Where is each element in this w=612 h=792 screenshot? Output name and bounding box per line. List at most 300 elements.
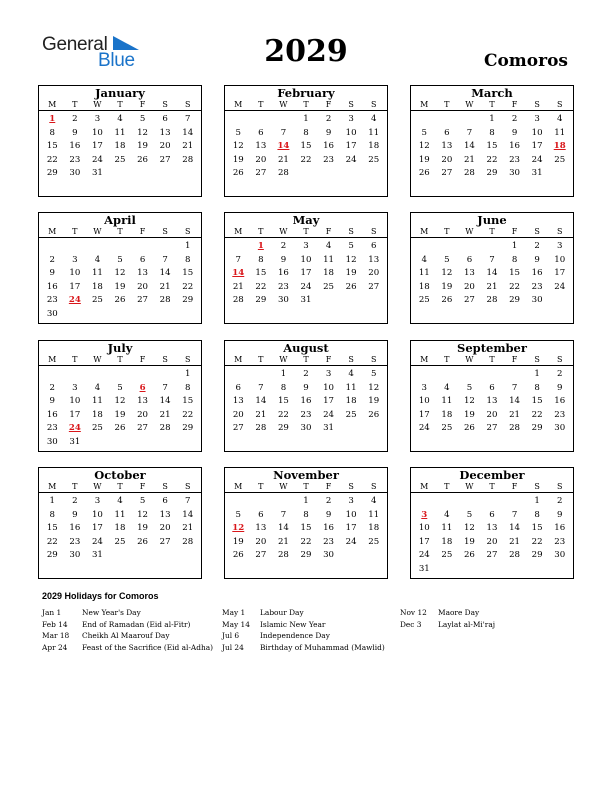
holiday-day: 12 (232, 523, 245, 534)
day: 27 (137, 423, 149, 434)
day: 28 (509, 550, 521, 561)
day: 5 (235, 509, 242, 520)
weekday-label: T (444, 100, 450, 109)
day: 23 (277, 281, 289, 292)
weekday-label: S (534, 227, 540, 236)
day: 19 (137, 141, 149, 152)
day: 25 (441, 423, 453, 434)
day: 22 (300, 536, 312, 547)
day: 14 (486, 268, 498, 279)
day: 19 (114, 409, 126, 420)
day: 2 (49, 382, 56, 393)
day: 4 (370, 114, 377, 124)
day: 8 (489, 127, 495, 138)
day: 10 (345, 509, 357, 520)
holidays-title: 2029 Holidays for Comoros (42, 591, 159, 601)
day: 25 (323, 281, 335, 292)
day: 9 (72, 509, 78, 520)
weekday-label: T (489, 355, 495, 364)
weekday-label: T (303, 355, 309, 364)
day: 20 (159, 141, 171, 152)
day: 26 (232, 550, 244, 561)
day: 30 (509, 168, 521, 179)
day: 24 (418, 423, 430, 434)
day: 22 (509, 281, 521, 292)
empty-day (250, 113, 273, 127)
weekday-header (411, 482, 573, 493)
day: 14 (463, 141, 475, 152)
day: 3 (94, 496, 101, 506)
day: 10 (69, 268, 81, 279)
day: 31 (300, 295, 312, 306)
day: 30 (69, 550, 81, 561)
day: 21 (232, 281, 244, 292)
weekday-label: W (465, 100, 474, 109)
weekday-label: T (444, 482, 450, 491)
weekday-label: S (184, 100, 191, 109)
holiday-day: 14 (232, 268, 245, 279)
day: 25 (345, 409, 357, 420)
day: 30 (323, 550, 335, 561)
day: 13 (486, 523, 498, 534)
day: 3 (94, 114, 101, 124)
day: 4 (117, 496, 123, 506)
day: 13 (232, 396, 244, 407)
day-grid (39, 111, 201, 181)
weekday-label: T (117, 100, 123, 109)
months-grid (38, 85, 575, 581)
holidays-column (42, 607, 213, 653)
month-title: January (95, 86, 145, 100)
day: 16 (69, 523, 81, 534)
day: 31 (531, 168, 543, 179)
day: 6 (258, 509, 264, 520)
day: 19 (232, 154, 244, 165)
weekday-label: W (279, 355, 288, 364)
day: 12 (114, 268, 126, 279)
day: 23 (46, 295, 58, 306)
weekday-header (411, 100, 573, 111)
weekday-label: S (348, 482, 354, 491)
holiday-name: Laylat al-Mi'raj (438, 619, 496, 629)
day: 2 (280, 241, 287, 251)
day: 26 (137, 536, 149, 547)
day: 24 (554, 281, 566, 292)
day: 20 (368, 268, 380, 279)
day: 29 (300, 550, 312, 561)
empty-day (250, 368, 273, 382)
day: 8 (49, 509, 56, 520)
weekday-label: S (556, 355, 563, 364)
day: 11 (114, 127, 126, 138)
empty-day (436, 240, 459, 254)
day: 26 (114, 295, 126, 306)
weekday-label: T (258, 482, 264, 491)
holiday-date: May 1 (222, 608, 246, 617)
day: 2 (511, 114, 518, 124)
day: 30 (531, 295, 543, 306)
day: 22 (182, 409, 194, 420)
day: 15 (300, 141, 312, 152)
day: 20 (255, 536, 267, 547)
day: 3 (72, 382, 78, 393)
empty-day (227, 495, 250, 509)
day: 26 (418, 168, 430, 179)
weekday-label: M (420, 482, 429, 491)
empty-day (481, 368, 504, 382)
day: 12 (418, 141, 430, 152)
day: 31 (91, 168, 103, 179)
empty-day (154, 368, 177, 382)
day: 15 (46, 523, 58, 534)
day: 8 (511, 254, 518, 265)
day: 27 (232, 423, 244, 434)
day: 10 (554, 254, 566, 265)
day: 23 (69, 536, 81, 547)
day: 1 (534, 369, 540, 379)
holiday-name: Birthday of Muhammad (Mawlid) (260, 642, 385, 652)
day-grid (225, 366, 387, 436)
holiday-day: 3 (421, 509, 428, 520)
day: 30 (46, 308, 58, 319)
day: 23 (69, 154, 81, 165)
day: 16 (323, 523, 335, 534)
day: 4 (348, 369, 354, 379)
empty-day (109, 368, 132, 382)
weekday-label: M (48, 100, 57, 109)
day: 26 (114, 423, 126, 434)
day: 8 (258, 254, 264, 265)
empty-day (154, 240, 177, 254)
empty-day (131, 240, 154, 254)
month-october (38, 467, 202, 579)
day: 29 (46, 168, 58, 179)
day: 9 (556, 382, 563, 393)
day: 29 (182, 295, 194, 306)
weekday-label: W (279, 227, 288, 236)
day: 29 (46, 550, 58, 561)
day: 14 (509, 396, 521, 407)
day: 30 (554, 550, 566, 561)
day: 17 (91, 523, 103, 534)
day: 13 (441, 141, 453, 152)
day: 13 (137, 396, 149, 407)
empty-day (227, 240, 250, 254)
weekday-label: F (511, 227, 518, 236)
day: 6 (370, 241, 377, 251)
day: 26 (463, 423, 475, 434)
month-january (38, 85, 202, 197)
page-title-year: 2029 (264, 34, 348, 69)
weekday-label: T (489, 482, 495, 491)
day: 24 (91, 154, 103, 165)
day: 18 (441, 409, 453, 420)
day: 3 (325, 369, 332, 379)
weekday-label: S (162, 355, 168, 364)
empty-day (250, 495, 273, 509)
holiday-day: 24 (68, 295, 81, 306)
day: 5 (466, 382, 473, 393)
day: 17 (91, 141, 103, 152)
day: 9 (49, 396, 56, 407)
day: 16 (554, 396, 566, 407)
day: 28 (277, 550, 289, 561)
day: 8 (280, 382, 287, 393)
day: 17 (418, 536, 430, 547)
day: 4 (421, 254, 428, 265)
day: 23 (46, 423, 58, 434)
day: 6 (489, 509, 495, 520)
day: 22 (531, 409, 543, 420)
weekday-label: T (72, 355, 78, 364)
day: 15 (46, 141, 58, 152)
day: 1 (511, 241, 518, 251)
weekday-label: S (534, 100, 540, 109)
day: 17 (531, 141, 543, 152)
day: 8 (303, 509, 309, 520)
day: 23 (323, 536, 335, 547)
weekday-label: T (303, 482, 309, 491)
day: 22 (277, 409, 289, 420)
day: 28 (159, 295, 171, 306)
day: 9 (534, 254, 540, 265)
weekday-label: F (139, 482, 146, 491)
empty-day (413, 240, 436, 254)
weekday-label: M (234, 100, 243, 109)
empty-day (86, 368, 109, 382)
day: 13 (137, 268, 149, 279)
day: 12 (114, 396, 126, 407)
day: 13 (463, 268, 475, 279)
weekday-header (225, 482, 387, 493)
day: 30 (69, 168, 81, 179)
day: 18 (91, 409, 103, 420)
day: 7 (466, 127, 473, 138)
weekday-label: F (511, 355, 518, 364)
day: 29 (486, 168, 498, 179)
day: 24 (531, 154, 543, 165)
day: 7 (258, 382, 264, 393)
day: 28 (255, 423, 267, 434)
day: 23 (554, 409, 566, 420)
day: 11 (345, 382, 357, 393)
day: 22 (46, 154, 58, 165)
day: 6 (258, 127, 264, 138)
holiday-row (222, 607, 385, 619)
day: 10 (531, 127, 543, 138)
day: 21 (159, 409, 171, 420)
holiday-name: Cheikh Al Maarouf Day (82, 631, 170, 640)
day: 6 (162, 114, 168, 124)
day: 20 (137, 409, 149, 420)
day: 13 (255, 141, 267, 152)
day: 21 (486, 281, 498, 292)
brand-name-blue: Blue (98, 50, 135, 71)
day: 15 (255, 268, 267, 279)
empty-day (436, 113, 459, 127)
weekday-label: T (72, 227, 78, 236)
day: 11 (91, 268, 103, 279)
day: 31 (91, 550, 103, 561)
day: 2 (72, 496, 78, 506)
day: 30 (554, 423, 566, 434)
empty-day (64, 368, 87, 382)
weekday-label: F (511, 482, 518, 491)
day: 19 (463, 536, 475, 547)
day: 3 (534, 114, 540, 124)
day: 16 (46, 409, 58, 420)
day: 4 (117, 114, 123, 124)
weekday-label: T (303, 100, 309, 109)
day: 11 (554, 127, 566, 138)
day: 18 (114, 141, 126, 152)
day: 1 (49, 496, 56, 506)
day: 20 (137, 281, 149, 292)
day: 2 (556, 369, 563, 379)
weekday-label: T (489, 100, 495, 109)
day: 7 (184, 496, 191, 506)
day: 13 (255, 523, 267, 534)
day: 18 (368, 523, 380, 534)
holiday-row (400, 619, 495, 631)
day: 11 (368, 509, 380, 520)
empty-day (64, 240, 87, 254)
day: 11 (441, 523, 453, 534)
day: 5 (139, 496, 146, 506)
day: 10 (418, 396, 430, 407)
weekday-label: F (139, 227, 146, 236)
day: 4 (444, 509, 450, 520)
empty-day (227, 113, 250, 127)
day: 15 (531, 523, 543, 534)
day: 6 (444, 127, 450, 138)
day-grid (411, 111, 573, 181)
weekday-label: S (534, 355, 540, 364)
country-name: Comoros (483, 51, 568, 71)
day: 1 (184, 369, 191, 379)
day: 7 (511, 509, 518, 520)
day: 28 (277, 168, 289, 179)
weekday-label: W (279, 100, 288, 109)
day: 4 (556, 114, 563, 124)
day: 5 (235, 127, 242, 138)
day: 29 (255, 295, 267, 306)
day: 27 (486, 550, 498, 561)
day: 3 (303, 241, 309, 251)
day: 5 (421, 127, 428, 138)
day: 14 (255, 396, 267, 407)
day: 5 (444, 254, 450, 265)
day: 26 (463, 550, 475, 561)
day: 25 (418, 295, 430, 306)
weekday-label: S (162, 100, 168, 109)
day: 27 (137, 295, 149, 306)
day: 1 (534, 496, 540, 506)
month-august (224, 340, 388, 452)
day: 29 (531, 423, 543, 434)
holiday-day: 24 (68, 423, 81, 434)
weekday-label: S (184, 227, 191, 236)
day: 28 (159, 423, 171, 434)
day: 18 (91, 281, 103, 292)
day: 6 (235, 382, 242, 393)
day: 12 (345, 254, 357, 265)
day: 21 (182, 141, 194, 152)
day: 28 (232, 295, 244, 306)
weekday-label: M (420, 227, 429, 236)
day: 1 (489, 114, 495, 124)
day: 2 (303, 369, 309, 379)
month-title: October (94, 468, 146, 482)
day: 3 (348, 114, 354, 124)
weekday-label: W (279, 482, 288, 491)
weekday-label: F (511, 100, 518, 109)
day: 27 (255, 550, 267, 561)
day: 23 (509, 154, 521, 165)
day: 27 (255, 168, 267, 179)
month-title: February (277, 86, 335, 100)
day: 26 (232, 168, 244, 179)
holiday-date: Jul 6 (222, 631, 240, 640)
day: 15 (509, 268, 521, 279)
day: 7 (489, 254, 495, 265)
empty-day (436, 368, 459, 382)
empty-day (436, 495, 459, 509)
weekday-label: S (162, 482, 168, 491)
day: 23 (554, 536, 566, 547)
day: 19 (418, 154, 430, 165)
holiday-date: Feb 14 (42, 619, 68, 629)
month-title: May (292, 213, 320, 227)
weekday-label: S (184, 355, 191, 364)
day: 17 (554, 268, 566, 279)
day: 25 (368, 536, 380, 547)
day: 20 (486, 536, 498, 547)
day: 15 (531, 396, 543, 407)
holiday-row (222, 619, 385, 631)
weekday-label: T (117, 227, 123, 236)
day: 5 (466, 509, 473, 520)
day: 1 (303, 114, 309, 124)
month-title: March (471, 86, 513, 100)
weekday-label: F (325, 482, 332, 491)
holiday-row (222, 642, 385, 654)
day: 29 (182, 423, 194, 434)
day: 2 (556, 496, 563, 506)
weekday-label: W (93, 482, 102, 491)
holiday-day: 1 (257, 241, 264, 251)
day: 20 (232, 409, 244, 420)
day: 24 (91, 536, 103, 547)
weekday-label: M (48, 482, 57, 491)
day: 25 (114, 536, 126, 547)
weekday-header (39, 355, 201, 366)
weekday-label: F (139, 355, 146, 364)
day: 14 (182, 509, 194, 520)
weekday-label: S (556, 227, 563, 236)
month-december (410, 467, 574, 579)
weekday-label: S (556, 100, 563, 109)
day: 11 (368, 127, 380, 138)
day: 2 (72, 114, 78, 124)
weekday-label: M (234, 227, 243, 236)
weekday-label: F (325, 100, 332, 109)
day: 20 (255, 154, 267, 165)
day: 30 (277, 295, 289, 306)
day: 30 (300, 423, 312, 434)
day: 31 (323, 423, 335, 434)
holiday-row (42, 630, 213, 642)
